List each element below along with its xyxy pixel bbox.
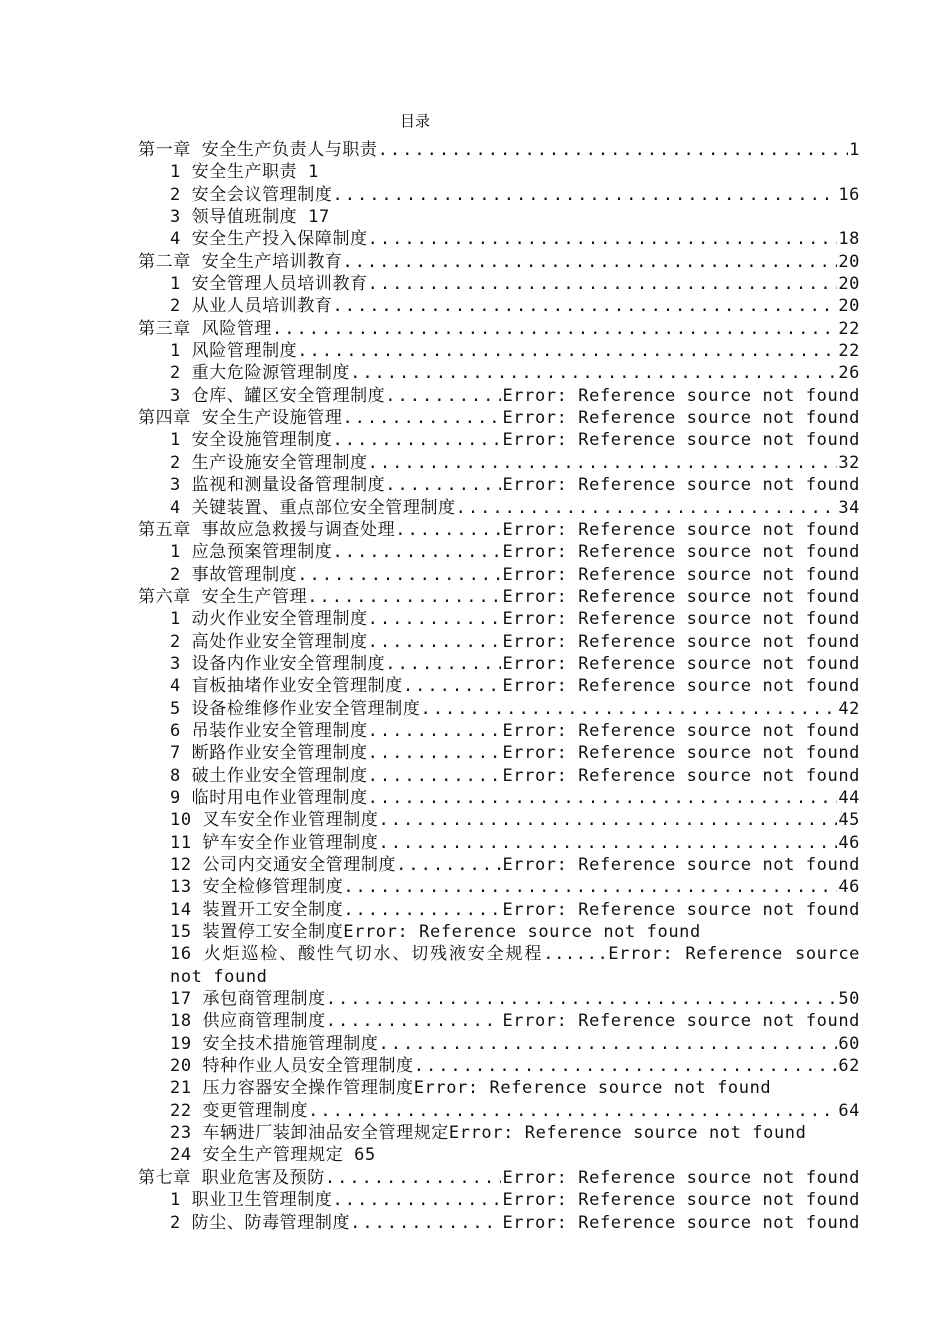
toc-entry-text: 23 车辆进厂装卸油品安全管理规定Error: Reference source not found — [170, 1123, 807, 1144]
toc-entry-page: Error: Reference source not found — [502, 609, 860, 630]
toc-entry-line — [170, 429, 860, 451]
toc-entry-text: 1 风险管理制度 — [170, 341, 298, 362]
toc-entry-line — [170, 832, 860, 854]
toc-entry-text: 22 变更管理制度 — [170, 1100, 309, 1121]
dot-leader — [379, 809, 838, 831]
toc-entry-page: Error: Reference source not found — [502, 475, 860, 496]
toc-entry-page: 20 — [838, 296, 860, 317]
toc-entry-text: 3 监视和测量设备管理制度 — [170, 475, 386, 496]
toc-entry-page: 1 — [849, 140, 860, 160]
toc-entry-line — [170, 765, 860, 787]
toc-entry-text: 1 职业卫生管理制度 — [170, 1190, 333, 1211]
dot-leader — [342, 251, 837, 273]
toc-section-entry — [138, 1189, 860, 1211]
toc-entry-text: 2 安全会议管理制度 — [170, 184, 333, 205]
toc-entry-page: Error: Reference source not found — [502, 765, 860, 786]
dot-leader — [378, 139, 849, 161]
toc-section-entry — [138, 787, 860, 809]
toc-entry-line — [138, 318, 860, 340]
toc-section-entry — [138, 429, 860, 451]
toc-entry-text: 5 设备检维修作业安全管理制度 — [170, 698, 421, 719]
toc-entry-line — [170, 1033, 860, 1055]
toc-section-entry — [138, 809, 860, 831]
toc-entry-text: 1 安全管理人员培训教育 — [170, 274, 368, 295]
toc-entry-text: 15 装置停工安全制度Error: Reference source not found — [170, 922, 701, 943]
toc-entry-line — [170, 1212, 860, 1234]
toc-entry-page: 45 — [838, 810, 860, 831]
toc-entry-page: 26 — [838, 363, 860, 384]
toc-section-entry — [138, 228, 860, 250]
dot-leader — [332, 295, 837, 317]
toc-entry-line — [170, 608, 860, 630]
dot-leader — [385, 474, 501, 496]
dot-leader — [343, 899, 501, 921]
toc-entry-text: 9 临时用电作业管理制度 — [170, 787, 368, 808]
toc-entry-page: Error: Reference source not found — [502, 743, 860, 764]
toc-entry-text: 2 生产设施安全管理制度 — [170, 452, 368, 473]
toc-entry-page: 22 — [838, 341, 860, 362]
toc-entry-text: 6 吊装作业安全管理制度 — [170, 720, 368, 741]
toc-entry-text: 1 安全设施管理制度 — [170, 430, 333, 451]
toc-entry-text: 16 火炬巡检、酸性气切水、切残液安全规程......Error: Reference source not found — [170, 944, 860, 987]
toc-entry-line — [138, 407, 860, 429]
toc-section-entry — [138, 1077, 860, 1099]
toc-chapter-entry — [138, 318, 860, 340]
toc-section-entry — [138, 765, 860, 787]
toc-entry-text: 3 设备内作业安全管理制度 — [170, 653, 386, 674]
dot-leader — [368, 608, 502, 630]
toc-entry-line — [170, 653, 860, 675]
dot-leader — [332, 429, 501, 451]
toc-entry-page: Error: Reference source not found — [502, 1190, 860, 1211]
toc-section-entry — [138, 899, 860, 921]
toc-entry-text: 第七章 职业危害及预防 — [138, 1167, 325, 1188]
toc-chapter-entry — [138, 586, 860, 608]
toc-section-entry — [138, 720, 860, 742]
dot-leader — [395, 519, 501, 541]
toc-entry-page: 32 — [838, 452, 860, 473]
dot-leader — [368, 720, 502, 742]
toc-entry-line — [170, 1055, 860, 1077]
dot-leader — [403, 675, 502, 697]
toc-entry-page: 18 — [838, 229, 860, 250]
toc-section-entry — [138, 698, 860, 720]
toc-entry-page: Error: Reference source not found — [502, 586, 860, 607]
toc-entry-line — [170, 340, 860, 362]
toc-entry-page: Error: Reference source not found — [502, 631, 860, 652]
toc-entry-line — [170, 742, 860, 764]
toc-entry-text: 4 关键装置、重点部位安全管理制度 — [170, 497, 456, 518]
toc-section-entry — [138, 1033, 860, 1055]
toc-entry-page: 20 — [838, 251, 860, 272]
toc-entry-text: 1 安全生产职责 1 — [170, 162, 319, 183]
toc-entry-line — [170, 631, 860, 653]
toc-entry-text: 19 安全技术措施管理制度 — [170, 1033, 379, 1054]
toc-entry-text: 2 防尘、防毒管理制度 — [170, 1212, 351, 1233]
toc-entry-text: 7 断路作业安全管理制度 — [170, 743, 368, 764]
toc-entry-page: 64 — [838, 1100, 860, 1121]
toc-entry-text: 第一章 安全生产负责人与职责 — [138, 140, 378, 160]
toc-entry-text: 2 从业人员培训教育 — [170, 296, 333, 317]
toc-section-entry — [138, 1100, 860, 1122]
toc-entry-line — [170, 899, 860, 921]
dot-leader — [396, 854, 501, 876]
toc-entry-text: 10 叉车安全作业管理制度 — [170, 810, 379, 831]
toc-section-entry — [138, 184, 860, 206]
dot-leader — [326, 1010, 502, 1032]
toc-section-entry — [138, 988, 860, 1010]
dot-leader — [368, 765, 502, 787]
toc-entry-text: 4 安全生产投入保障制度 — [170, 229, 368, 250]
toc-entry-line — [170, 362, 860, 384]
toc-entry-line — [138, 586, 860, 608]
dot-leader — [342, 407, 501, 429]
dot-leader — [297, 564, 501, 586]
dot-leader — [385, 385, 501, 407]
dot-leader — [368, 228, 838, 250]
toc-entry-line — [170, 854, 860, 876]
toc-entry-page: Error: Reference source not found — [502, 542, 860, 563]
toc-entry-line — [138, 251, 860, 273]
toc-section-entry — [138, 1010, 860, 1032]
toc-entry-page: Error: Reference source not found — [502, 385, 860, 406]
toc-section-entry — [138, 340, 860, 362]
toc-entry-page: 46 — [838, 832, 860, 853]
toc-entry-page: Error: Reference source not found — [502, 564, 860, 585]
toc-entry-line — [170, 385, 860, 407]
toc-section-entry — [138, 1144, 860, 1166]
toc-entry-text: 12 公司内交通安全管理制度 — [170, 855, 397, 875]
toc-entry-line — [170, 295, 860, 317]
toc-chapter-entry — [138, 251, 860, 273]
toc-section-entry — [138, 474, 860, 496]
toc-entry-text: 第二章 安全生产培训教育 — [138, 251, 343, 272]
dot-leader — [368, 742, 502, 764]
toc-entry-line — [170, 809, 860, 831]
toc-entry-text: 第四章 安全生产设施管理 — [138, 408, 343, 429]
toc-section-entry — [138, 943, 860, 988]
toc-entry-line — [170, 184, 860, 206]
dot-leader — [332, 1189, 501, 1211]
toc-section-entry — [138, 742, 860, 764]
toc-entry-page: 42 — [838, 698, 860, 719]
toc-entry-text: 第五章 事故应急救援与调查处理 — [138, 519, 396, 540]
toc-section-entry — [138, 295, 860, 317]
toc-entry-line — [170, 541, 860, 563]
toc-title: 目录 — [399, 112, 430, 130]
dot-leader — [414, 1055, 838, 1077]
toc-section-entry — [138, 362, 860, 384]
toc-entry-line — [170, 720, 860, 742]
toc-section-entry — [138, 854, 860, 876]
toc-entry-page: Error: Reference source not found — [502, 1167, 860, 1188]
dot-leader — [350, 1212, 501, 1234]
toc-entry-line — [170, 452, 860, 474]
toc-entry-page: Error: Reference source not found — [502, 676, 860, 697]
toc-entry-page: Error: Reference source not found — [502, 899, 860, 920]
toc-entry-line — [170, 228, 860, 250]
toc-entry-text: 1 应急预案管理制度 — [170, 542, 333, 563]
toc-entry-line — [138, 1167, 860, 1189]
dot-leader — [308, 1100, 837, 1122]
toc-entry-text: 1 动火作业安全管理制度 — [170, 609, 368, 630]
toc-entry-line — [170, 564, 860, 586]
toc-section-entry — [138, 1212, 860, 1234]
dot-leader — [385, 653, 501, 675]
toc-section-entry — [138, 1122, 860, 1144]
toc-entry-text: 3 领导值班制度 17 — [170, 207, 330, 228]
dot-leader — [456, 497, 838, 519]
toc-entry-page: Error: Reference source not found — [502, 1212, 860, 1233]
dot-leader — [368, 631, 502, 653]
toc-entry-page: 50 — [838, 989, 860, 1010]
toc-entry-page: 46 — [838, 877, 860, 898]
dot-leader — [420, 698, 837, 720]
toc-section-entry — [138, 1055, 860, 1077]
toc-entry-line — [170, 1189, 860, 1211]
dot-leader — [368, 787, 838, 809]
toc-entry-line — [170, 876, 860, 898]
dot-leader — [307, 586, 501, 608]
toc-entry-page: Error: Reference source not found — [502, 720, 860, 741]
table-of-contents — [138, 139, 860, 1234]
dot-leader — [379, 1033, 838, 1055]
toc-chapter-entry — [138, 407, 860, 429]
toc-entry-text: 17 承包商管理制度 — [170, 989, 326, 1010]
toc-entry-page: Error: Reference source not found — [502, 653, 860, 674]
toc-entry-page: 20 — [838, 274, 860, 295]
toc-entry-text: 第三章 风险管理 — [138, 318, 273, 339]
toc-entry-line — [170, 988, 860, 1010]
dot-leader — [326, 988, 838, 1010]
toc-entry-text: 3 仓库、罐区安全管理制度 — [170, 385, 386, 406]
dot-leader — [379, 832, 838, 854]
dot-leader — [332, 184, 837, 206]
toc-section-entry — [138, 876, 860, 898]
toc-entry-line — [170, 675, 860, 697]
toc-section-entry — [138, 608, 860, 630]
toc-entry-line — [138, 139, 860, 161]
toc-entry-text: 11 铲车安全作业管理制度 — [170, 832, 379, 853]
toc-entry-text: 2 事故管理制度 — [170, 564, 298, 585]
toc-entry-text: 2 重大危险源管理制度 — [170, 363, 351, 384]
toc-entry-line — [138, 519, 860, 541]
toc-entry-text: 8 破土作业安全管理制度 — [170, 765, 368, 786]
toc-chapter-entry — [138, 139, 860, 161]
toc-entry-text: 20 特种作业人员安全管理制度 — [170, 1056, 414, 1077]
toc-entry-page: 16 — [838, 184, 860, 205]
toc-section-entry — [138, 541, 860, 563]
toc-section-entry — [138, 675, 860, 697]
dot-leader — [343, 876, 837, 898]
toc-chapter-entry — [138, 1167, 860, 1189]
dot-leader — [368, 452, 838, 474]
toc-entry-text: 2 高处作业安全管理制度 — [170, 631, 368, 652]
toc-section-entry — [138, 631, 860, 653]
dot-leader — [297, 340, 837, 362]
toc-entry-line — [170, 497, 860, 519]
toc-section-entry — [138, 206, 860, 228]
toc-section-entry — [138, 273, 860, 295]
toc-entry-text: 24 安全生产管理规定 65 — [170, 1145, 376, 1166]
toc-entry-text: 18 供应商管理制度 — [170, 1011, 326, 1032]
toc-entry-line — [170, 1010, 860, 1032]
toc-section-entry — [138, 653, 860, 675]
toc-entry-page: 60 — [838, 1033, 860, 1054]
toc-entry-page: Error: Reference source not found — [502, 519, 860, 540]
toc-entry-page: 22 — [838, 318, 860, 339]
dot-leader — [325, 1167, 502, 1189]
dot-leader — [350, 362, 837, 384]
toc-entry-page: 34 — [838, 497, 860, 518]
toc-entry-page: Error: Reference source not found — [502, 408, 860, 429]
toc-section-entry — [138, 497, 860, 519]
toc-entry-page: Error: Reference source not found — [502, 430, 860, 451]
toc-section-entry — [138, 161, 860, 183]
toc-section-entry — [138, 452, 860, 474]
toc-entry-line — [170, 273, 860, 295]
toc-section-entry — [138, 385, 860, 407]
toc-entry-text: 第六章 安全生产管理 — [138, 586, 308, 607]
toc-section-entry — [138, 564, 860, 586]
toc-entry-page: Error: Reference source not found — [502, 1011, 860, 1032]
toc-entry-text: 4 盲板抽堵作业安全管理制度 — [170, 676, 403, 697]
toc-entry-line — [170, 1100, 860, 1122]
dot-leader — [332, 541, 501, 563]
dot-leader — [272, 318, 837, 340]
toc-entry-text: 13 安全检修管理制度 — [170, 877, 344, 898]
toc-entry-text: 21 压力容器安全操作管理制度Error: Reference source not found — [170, 1078, 772, 1099]
toc-entry-page: 44 — [838, 787, 860, 808]
toc-section-entry — [138, 832, 860, 854]
toc-entry-text: 14 装置开工安全制度 — [170, 899, 344, 920]
toc-chapter-entry — [138, 519, 860, 541]
toc-entry-line — [170, 698, 860, 720]
toc-entry-line — [170, 787, 860, 809]
toc-entry-page: Error: Reference source not found — [502, 855, 860, 875]
toc-entry-page: 62 — [838, 1056, 860, 1077]
dot-leader — [368, 273, 838, 295]
toc-entry-line — [170, 474, 860, 496]
toc-section-entry — [138, 921, 860, 943]
